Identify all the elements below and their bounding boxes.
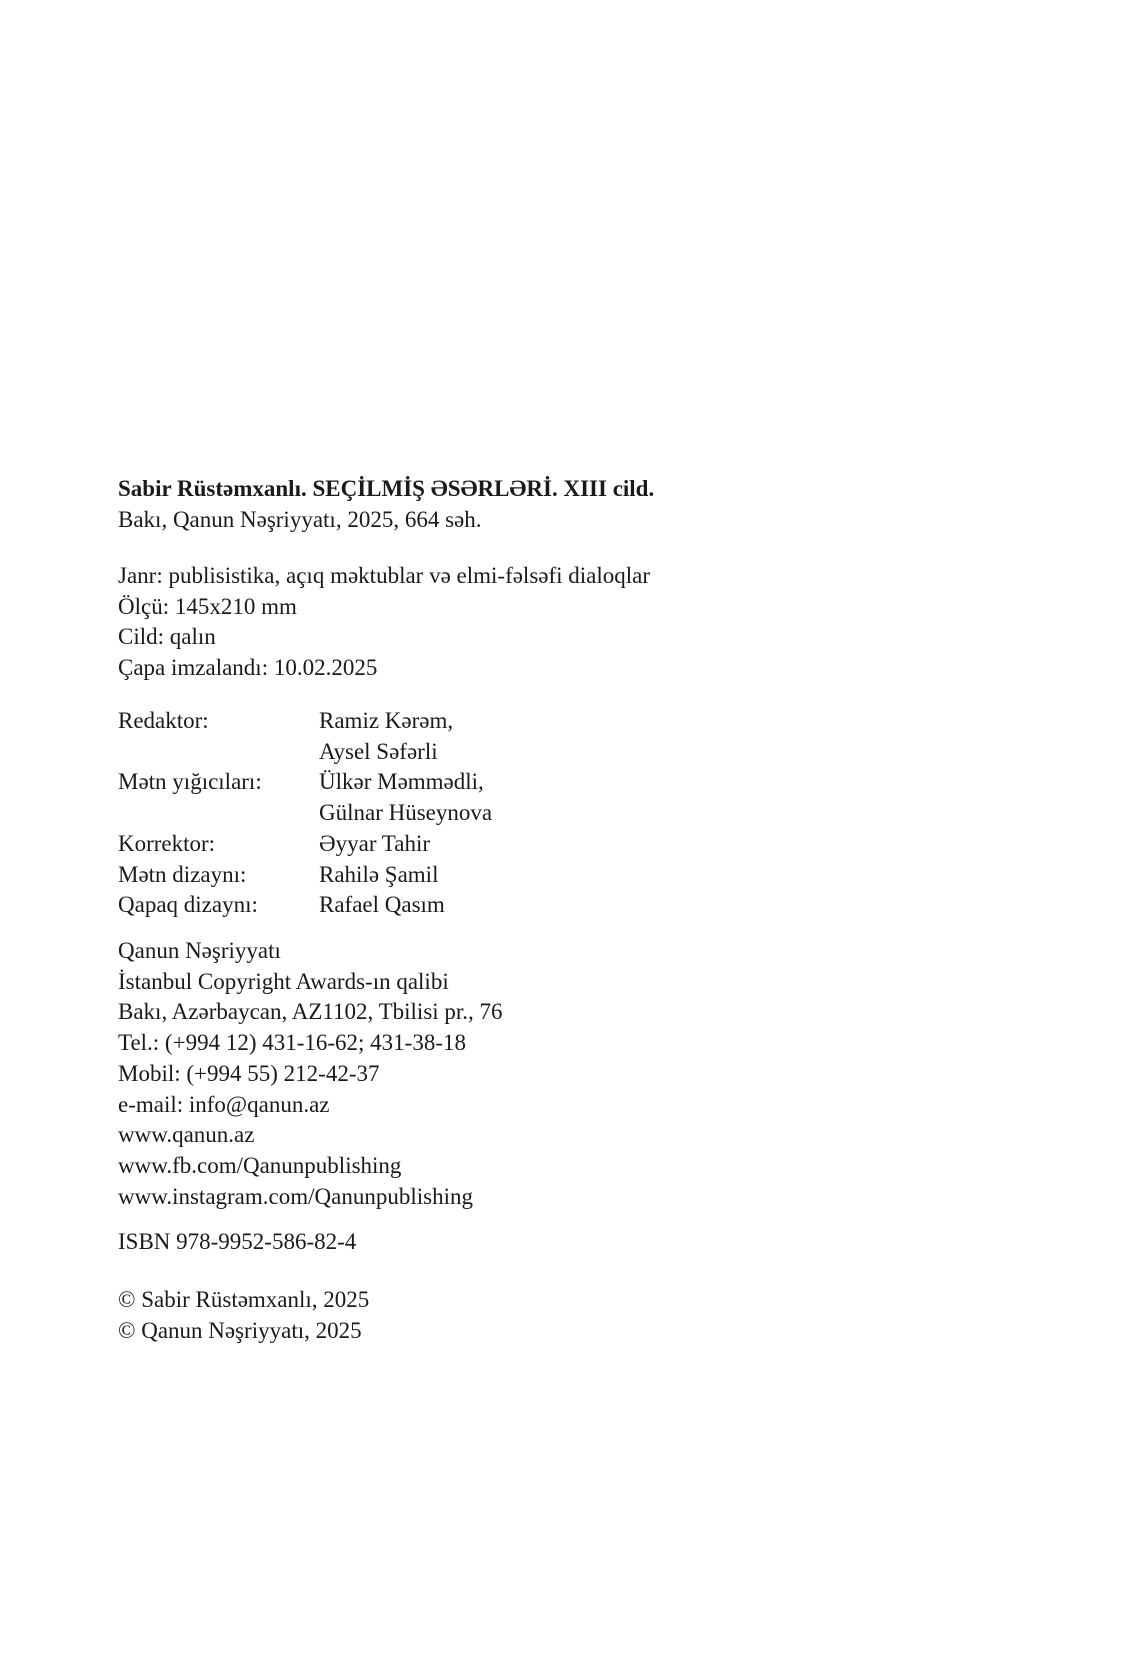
credit-role: Mətn dizaynı: xyxy=(118,861,247,887)
publisher-block xyxy=(118,936,1018,1212)
book-title: Sabir Rüstəmxanlı. SEÇİLMİŞ ƏSƏRLƏRİ. XIII cild. xyxy=(118,476,655,501)
credit-name: Aysel Səfərli xyxy=(319,738,438,764)
detail-genre: Janr: publisistika, açıq məktublar və elmi-fəlsəfi dialoqlar xyxy=(118,563,651,588)
publisher-website: www.qanun.az xyxy=(118,1122,255,1148)
publisher-mobile: Mobil: (+994 55) 212-42-37 xyxy=(118,1060,380,1086)
publisher-facebook: www.fb.com/Qanunpublishing xyxy=(118,1152,402,1178)
detail-signed-date: Çapa imzalandı: 10.02.2025 xyxy=(118,655,378,681)
details-block xyxy=(118,561,1018,684)
credit-name: Ülkər Məmmədli, xyxy=(319,769,484,795)
copyright-author: © Sabir Rüstəmxanlı, 2025 xyxy=(118,1287,370,1312)
credit-role: Korrektor: xyxy=(118,830,216,856)
publisher-instagram: www.instagram.com/Qanunpublishing xyxy=(118,1183,473,1209)
credit-row-text-design xyxy=(118,860,1018,891)
credit-row-cover-design xyxy=(118,890,1018,921)
credit-role: Mətn yığıcıları: xyxy=(118,769,262,795)
copyright-block xyxy=(118,1285,1018,1346)
publisher-award: İstanbul Copyright Awards-ın qalibi xyxy=(118,968,449,994)
credit-role: Qapaq dizaynı: xyxy=(118,892,258,918)
credit-name: Əyyar Tahir xyxy=(319,830,431,856)
publisher-address: Bakı, Azərbaycan, AZ1102, Tbilisi pr., 76 xyxy=(118,999,503,1025)
copyright-publisher: © Qanun Nəşriyyatı, 2025 xyxy=(118,1317,362,1343)
isbn: ISBN 978-9952-586-82-4 xyxy=(118,1229,357,1254)
credit-name: Rahilə Şamil xyxy=(319,861,439,887)
credit-row-editor xyxy=(118,706,1018,767)
isbn-block xyxy=(118,1227,1018,1258)
publisher-email: e-mail: info@qanun.az xyxy=(118,1091,330,1117)
detail-size: Ölçü: 145x210 mm xyxy=(118,593,297,619)
credit-role: Redaktor: xyxy=(118,708,209,733)
credit-name: Rafael Qasım xyxy=(319,892,445,918)
credit-name: Ramiz Kərəm, xyxy=(319,708,454,733)
credit-row-proofreader xyxy=(118,829,1018,860)
publisher-phone: Tel.: (+994 12) 431-16-62; 431-38-18 xyxy=(118,1030,466,1056)
credit-row-typesetters xyxy=(118,767,1018,828)
publisher-name: Qanun Nəşriyyatı xyxy=(118,938,281,963)
credit-name: Gülnar Hüseynova xyxy=(319,800,493,826)
detail-binding: Cild: qalın xyxy=(118,624,216,650)
title-block xyxy=(118,474,1018,535)
imprint-line: Bakı, Qanun Nəşriyyatı, 2025, 664 səh. xyxy=(118,506,482,532)
credits-block xyxy=(118,706,1018,921)
